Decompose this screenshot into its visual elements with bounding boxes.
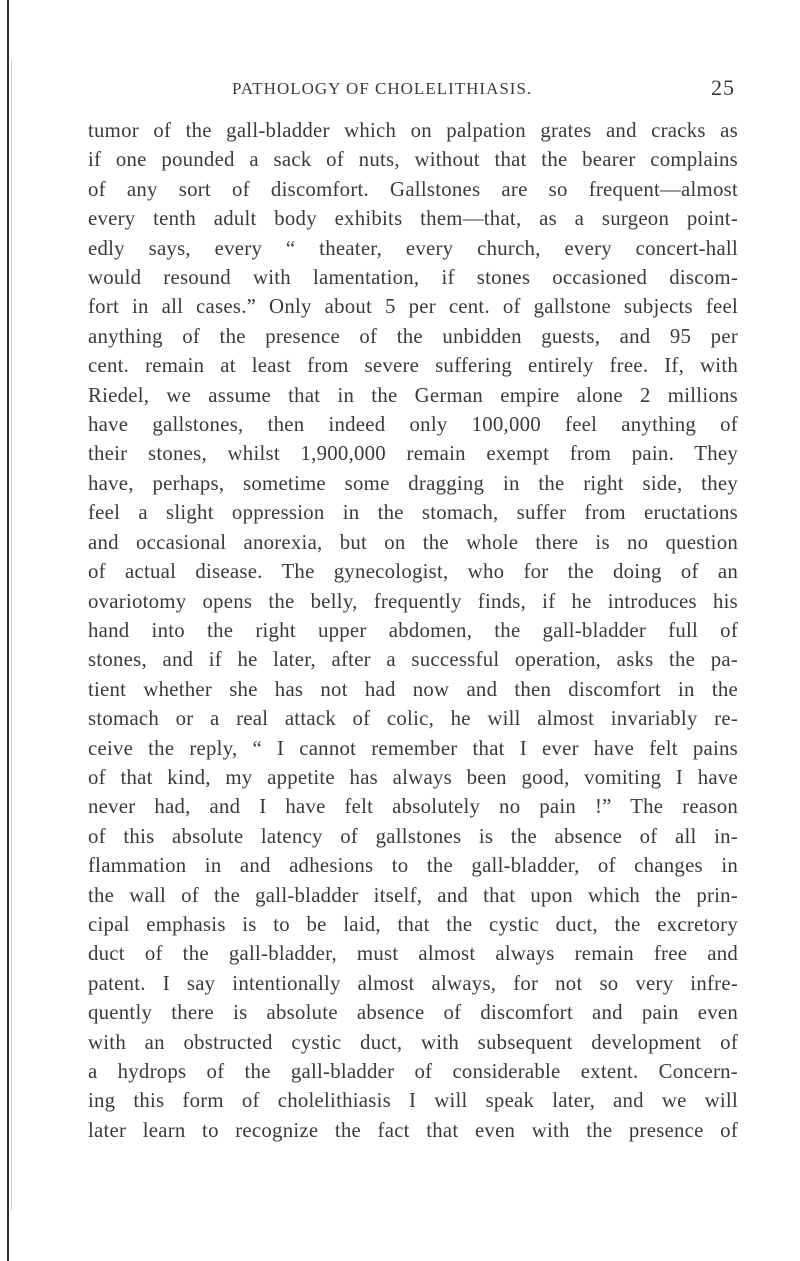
text-line: ovariotomy opens the belly, frequently finds, if he introduces his [88,589,738,613]
page-number: 25 [711,75,735,100]
text-line: ceive the reply, “ I cannot remember that I ever have felt pains [88,736,738,760]
text-line: have, perhaps, sometime some dragging in the right side, they [88,471,738,495]
text-line: Riedel, we assume that in the German empire alone 2 millions [88,383,738,407]
text-line: quently there is absolute absence of discomfort and pain even [88,1001,738,1025]
running-title: PATHOLOGY OF CHOLELITHIASIS. [232,79,533,98]
page-edge-shadow [11,60,12,1210]
text-line: edly says, every “ theater, every church, every concert-hall [88,236,738,260]
text-line: and occasional anorexia, but on the whole there is no question [88,530,738,554]
text-line: their stones, whilst 1,900,000 remain exempt from pain. They [88,442,738,466]
text-line: of that kind, my appetite has always been good, vomiting I have [88,765,738,789]
text-line: ing this form of cholelithiasis I will speak later, and we will [88,1089,738,1113]
text-line: if one pounded a sack of nuts, without that the bearer complains [88,148,738,172]
text-line: anything of the presence of the unbidden guests, and 95 per [88,324,738,348]
text-line: with an obstructed cystic duct, with subsequent development of [88,1030,738,1054]
text-line: flammation in and adhesions to the gall-bladder, of changes in [88,854,738,878]
text-line: of any sort of discomfort. Gallstones are so frequent—almost [88,177,738,201]
text-line: stones, and if he later, after a successful operation, asks the pa- [88,648,738,672]
text-line: later learn to recognize the fact that even with the presence of [88,1118,738,1142]
text-line: never had, and I have felt absolutely no pain !” The reason [88,795,738,819]
running-head [88,70,738,106]
text-line: have gallstones, then indeed only 100,000 feel anything of [88,413,738,437]
text-line: hand into the right upper abdomen, the gall-bladder full of [88,618,738,642]
text-line: cipal emphasis is to be laid, that the cystic duct, the excretory [88,912,738,936]
text-line: tient whether she has not had now and then discomfort in the [88,677,738,701]
text-line: tumor of the gall-bladder which on palpation grates and cracks as [88,119,738,142]
page-edge-rule [7,0,9,1261]
text-line: the wall of the gall-bladder itself, and that upon which the prin- [88,883,738,907]
text-line: would resound with lamentation, if stones occasioned discom- [88,266,738,290]
body-paragraph [88,116,738,1145]
text-line: a hydrops of the gall-bladder of considerable extent. Concern- [88,1060,738,1083]
text-line: patent. I say intentionally almost always, for not so very infre- [88,971,738,995]
text-line: every tenth adult body exhibits them—that, as a surgeon point- [88,207,738,231]
text-line: feel a slight oppression in the stomach, suffer from eructations [88,501,738,525]
text-line: of actual disease. The gynecologist, who for the doing of an [88,560,738,584]
text-line: stomach or a real attack of colic, he will almost invariably re- [88,707,738,731]
text-line: fort in all cases.” Only about 5 per cent. of gallstone subjects feel [88,295,738,319]
book-page [88,70,738,1145]
text-line: of this absolute latency of gallstones is the absence of all in- [88,824,738,848]
text-line: duct of the gall-bladder, must almost always remain free and [88,942,738,966]
text-line: cent. remain at least from severe suffering entirely free. If, with [88,354,738,378]
